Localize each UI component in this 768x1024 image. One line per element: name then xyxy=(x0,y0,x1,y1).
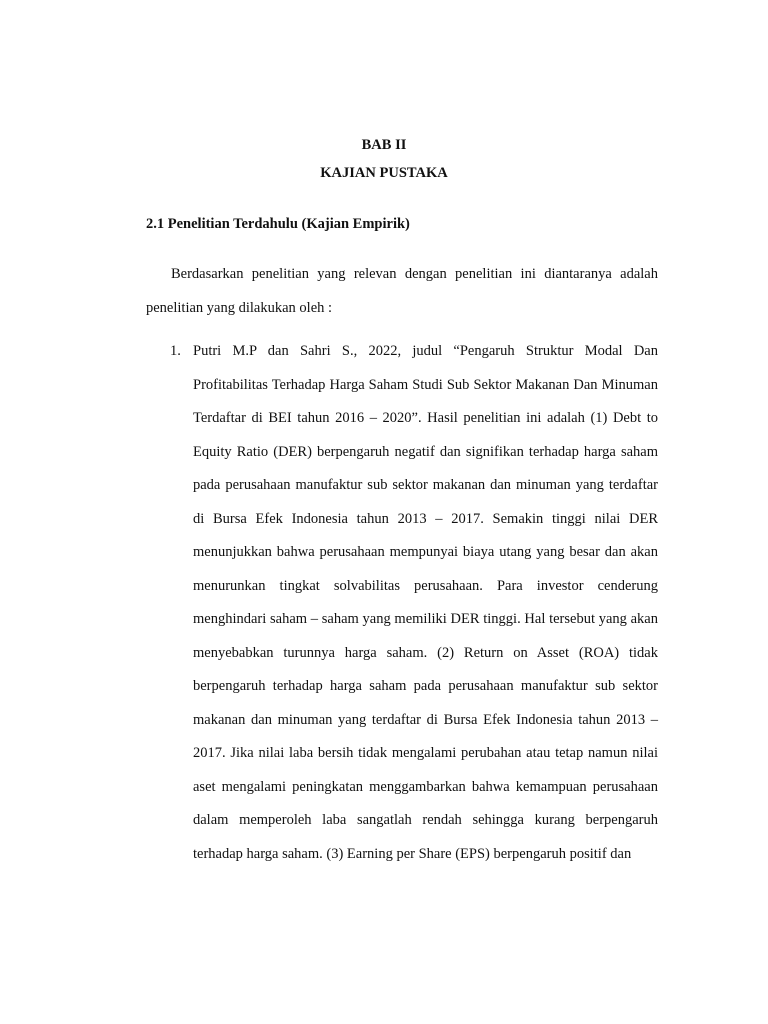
chapter-title: KAJIAN PUSTAKA xyxy=(320,165,448,181)
reference-list xyxy=(146,335,658,871)
section-heading: 2.1 Penelitian Terdahulu (Kajian Empirik) xyxy=(146,216,410,232)
chapter-number: BAB II xyxy=(361,137,407,153)
reference-text: Putri M.P dan Sahri S., 2022, judul “Pengaruh Struktur Modal Dan Profitabilitas Terhadap Harga Saham Studi Sub Sektor Makanan Dan Minuman Terdaftar di BEI tahun 2016 – 2020”. Hasil penelitian ini adalah (1) Debt to Equity Ratio (DER) berpengaruh negatif dan signifikan terhadap harga saham pada perusahaan manufaktur sub sektor makanan dan minuman yang terdaftar di Bursa Efek Indonesia tahun 2013 – 2017. Semakin tinggi nilai DER menunjukkan bahwa perusahaan mempunyai biaya utang yang besar dan akan menurunkan tingkat solvabilitas perusahaan. Para investor cenderung menghindari saham – saham yang memiliki DER tinggi. Hal tersebut yang akan menyebabkan turunnya harga saham. (2) Return on Asset (ROA) tidak berpengaruh terhadap harga saham pada perusahaan manufaktur sub sektor makanan dan minuman yang terdaftar di Bursa Efek Indonesia tahun 2013 – 2017. Jika nilai laba bersih tidak mengalami perubahan atau tetap namun nilai aset mengalami peningkatan menggambarkan bahwa kemampuan perusahaan dalam memperoleh laba sangatlah rendah sehingga kurang berpengaruh terhadap harga saham. (3) Earning per Share (EPS) berpengaruh positif dan xyxy=(193,343,658,862)
reference-item xyxy=(146,335,658,871)
reference-number: 1. xyxy=(170,343,181,359)
intro-paragraph: Berdasarkan penelitian yang relevan dengan penelitian ini diantaranya adalah penelitian yang dilakukan oleh : xyxy=(146,266,658,316)
